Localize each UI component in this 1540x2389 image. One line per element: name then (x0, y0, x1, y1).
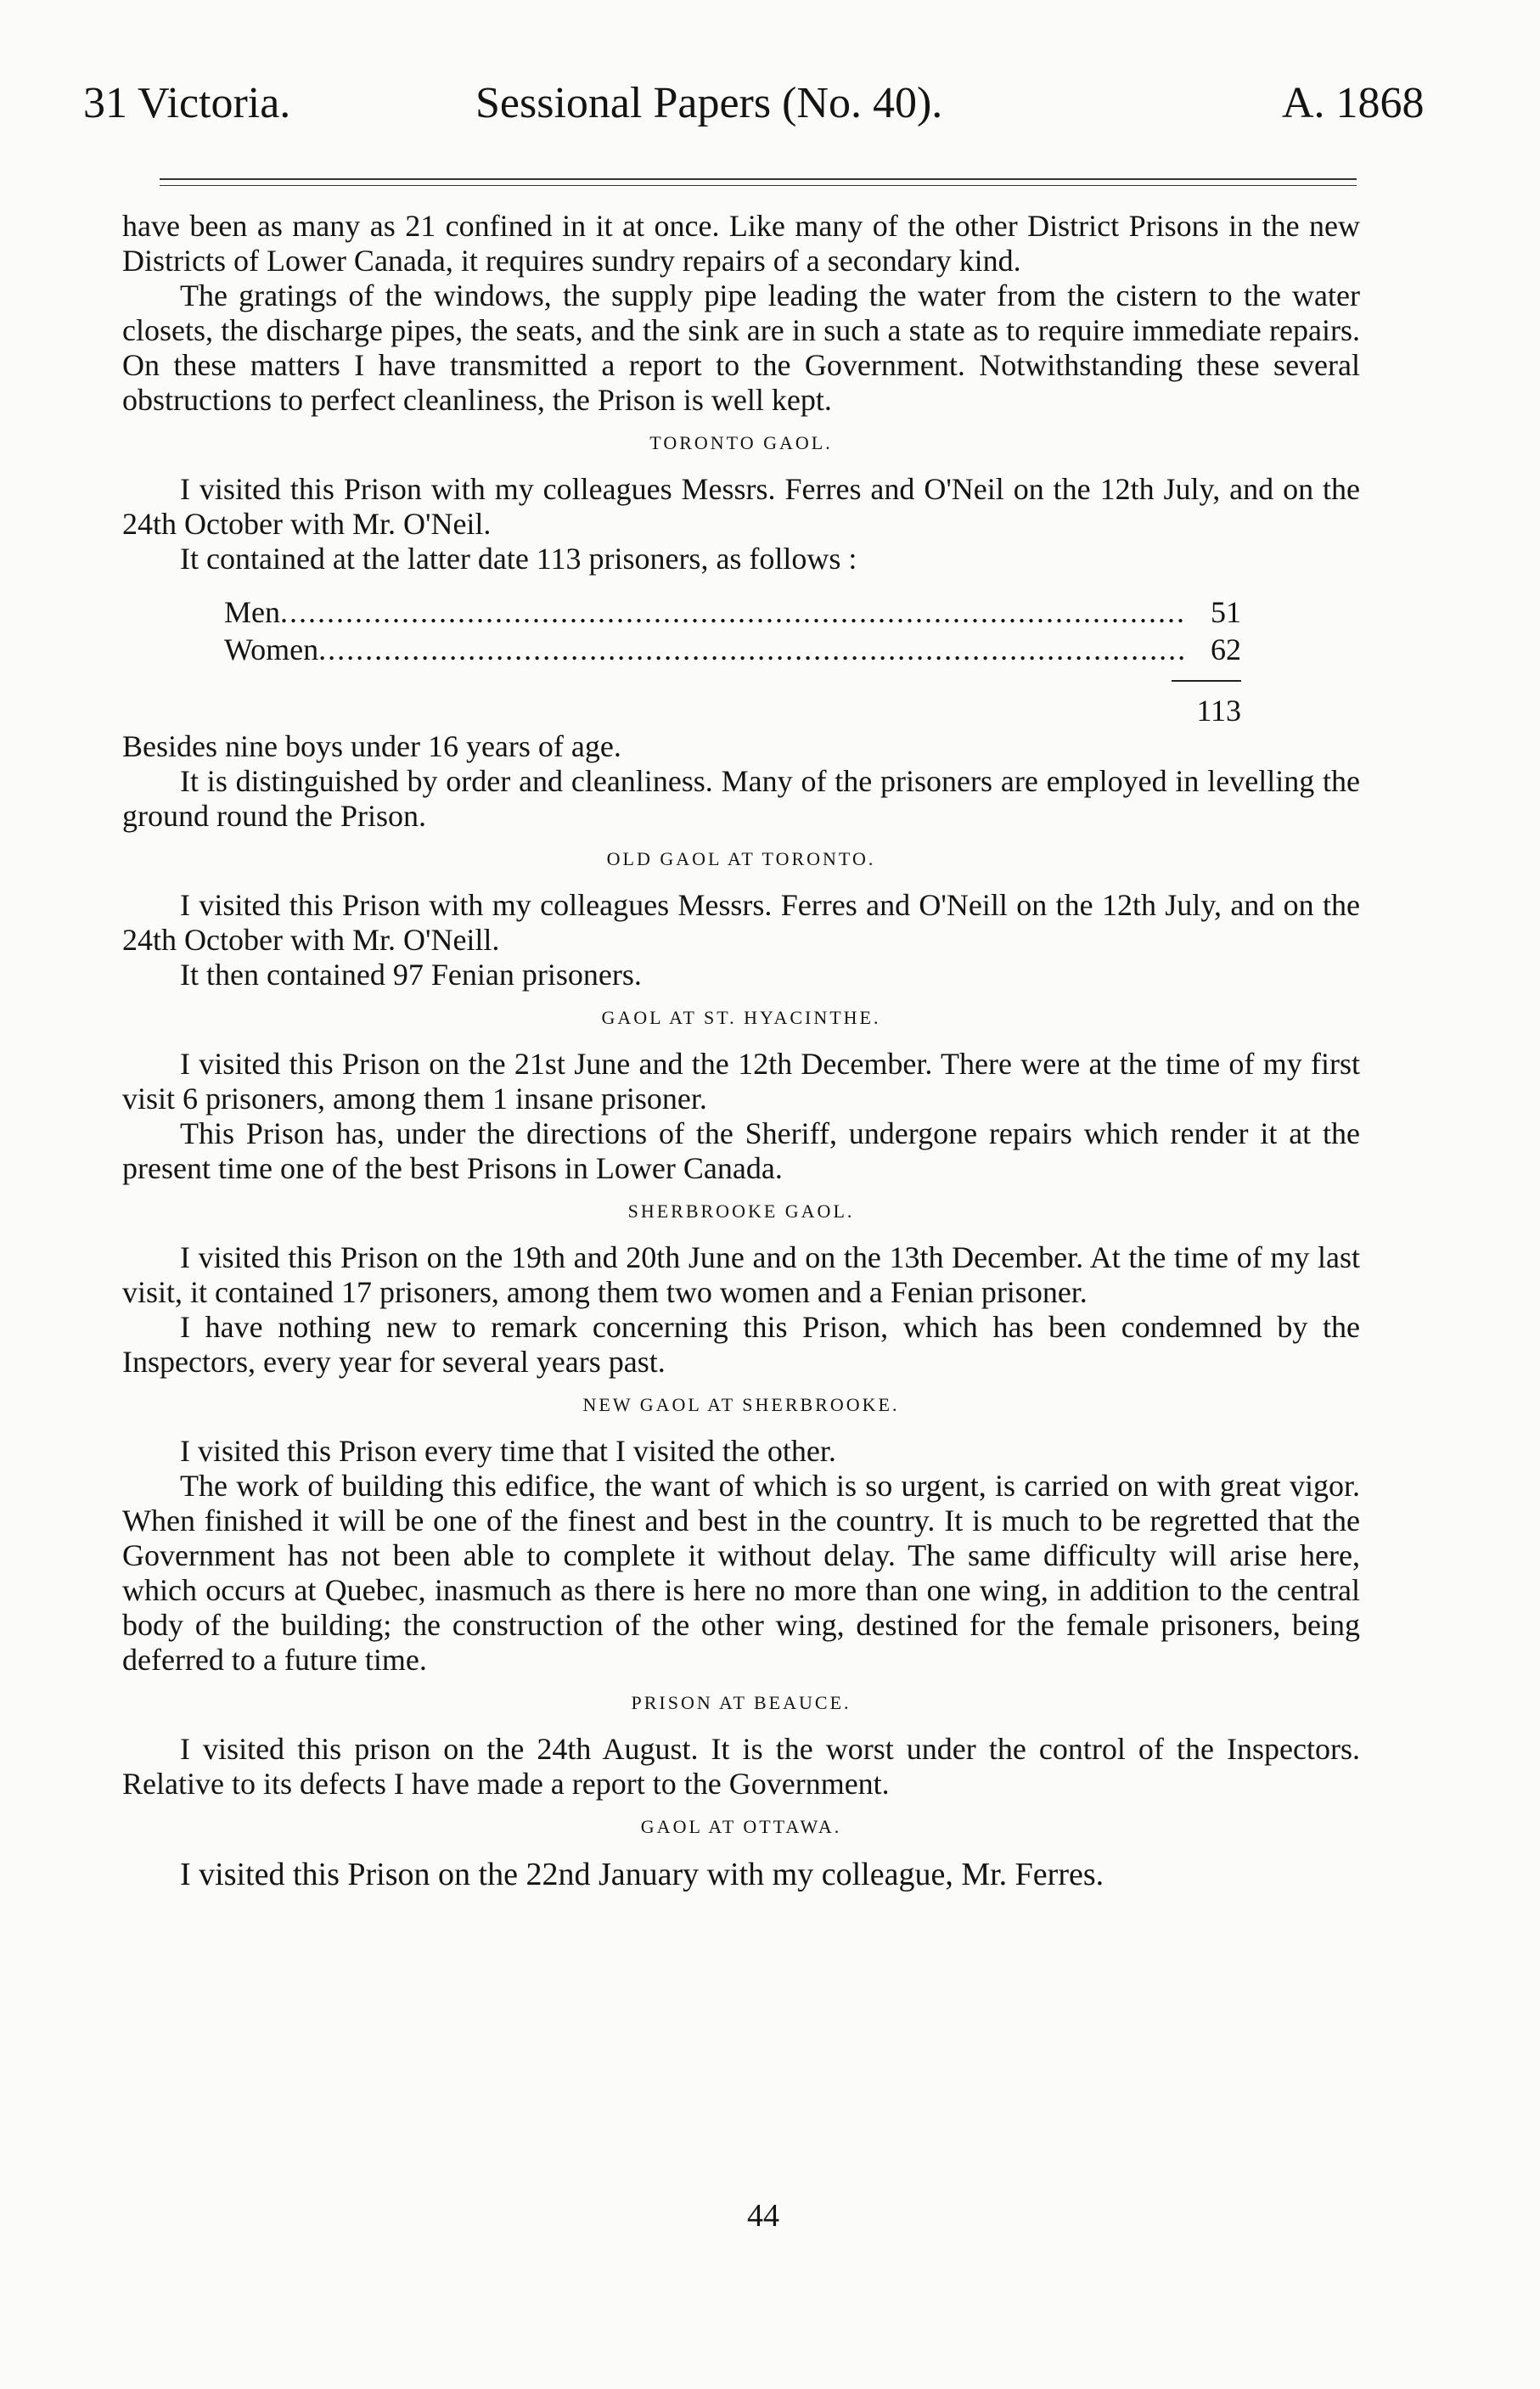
running-head-session: 31 Victoria. (83, 79, 291, 127)
paragraph: I visited this Prison on the 19th and 20th June and on the 13th December. At the time of my last visit, it contained 17 prisoners, among them two women and a Fenian prisoner. (122, 1240, 1360, 1309)
tally-label: Men (224, 595, 280, 629)
section-heading-prison-beauce: PRISON AT BEAUCE. (631, 1692, 851, 1713)
paragraph: It is distinguished by order and cleanliness. Many of the prisoners are employed in levelling the ground round the Prison. (122, 764, 1360, 833)
paragraph: have been as many as 21 confined in it at once. Like many of the other District Prisons in the new Districts of Lower Canada, it requires sundry repairs of a secondary kind. (122, 209, 1360, 278)
tally-row-men (224, 593, 1241, 631)
paragraph: The gratings of the windows, the supply pipe leading the water from the cistern to the water closets, the discharge pipes, the seats, and the sink are in such a state as to require immediate repairs. On these matters I have transmitted a report to the Government. Notwithstanding these several obstructions to perfect cleanliness, the Prison is well kept. (122, 278, 1360, 417)
page-number: 44 (747, 2198, 779, 2234)
paragraph: I visited this Prison with my colleagues Messrs. Ferres and O'Neil on the 12th July, and on the 24th October with Mr. O'Neil. (122, 472, 1360, 541)
tally-label: Women (224, 632, 319, 666)
header-rule (160, 178, 1357, 180)
paragraph: I visited this Prison with my colleagues Messrs. Ferres and O'Neill on the 12th July, and on the 24th October with Mr. O'Neill. (122, 888, 1360, 957)
section-heading-gaol-ottawa: GAOL AT OTTAWA. (640, 1816, 842, 1837)
section-heading-old-gaol-toronto: OLD GAOL AT TORONTO. (606, 848, 876, 869)
section-heading-sherbrooke-gaol: SHERBROOKE GAOL. (627, 1200, 855, 1222)
paragraph: It then contained 97 Fenian prisoners. (180, 958, 642, 992)
dot-leader (318, 631, 1183, 668)
running-head-title: Sessional Papers (No. 40). (475, 79, 943, 127)
paragraph: The work of building this edifice, the want of which is so urgent, is carried on with great vigor. When finished it will be one of the finest and best in the country. It is much to be regretted that the Government has not been able to complete it without delay. The same difficulty will arise here, which occurs at Quebec, inasmuch as there is here no more than one wing, in addition to the central body of the building; the construction of the other wing, destined for the female prisoners, being deferred to a future time. (122, 1469, 1360, 1677)
paragraph: I visited this Prison on the 21st June and the 12th December. There were at the time of my first visit 6 prisoners, among them 1 insane prisoner. (122, 1047, 1360, 1116)
section-heading-st-hyacinthe: GAOL AT ST. HYACINTHE. (601, 1007, 881, 1028)
paragraph: Besides nine boys under 16 years of age. (122, 729, 621, 763)
paragraph: It contained at the latter date 113 prisoners, as follows : (180, 542, 857, 576)
tally-value: 62 (1211, 632, 1241, 666)
section-heading-new-gaol-sherbrooke: NEW GAOL AT SHERBROOKE. (582, 1394, 900, 1415)
tally-row-women (224, 631, 1241, 668)
dot-leader (280, 593, 1183, 631)
paragraph: I visited this Prison on the 22nd January with my colleague, Mr. Ferres. (180, 1857, 1104, 1892)
page-body (122, 209, 1360, 1893)
running-head-year: A. 1868 (1282, 79, 1425, 127)
header-rule-thin (160, 185, 1357, 186)
paragraph: This Prison has, under the directions of the Sheriff, undergone repairs which render it at the present time one of the best Prisons in Lower Canada. (122, 1116, 1360, 1185)
prisoner-tally (224, 593, 1241, 729)
paragraph: I have nothing new to remark concerning this Prison, which has been condemned by the Inspectors, every year for several years past. (122, 1310, 1360, 1379)
tally-total: 113 (1172, 680, 1241, 729)
paragraph: I visited this prison on the 24th August. It is the worst under the control of the Inspectors. Relative to its defects I have made a report to the Government. (122, 1732, 1360, 1801)
paragraph: I visited this Prison every time that I visited the other. (180, 1434, 836, 1468)
tally-value: 51 (1211, 595, 1241, 629)
section-heading-toronto-gaol: TORONTO GAOL. (649, 432, 833, 453)
